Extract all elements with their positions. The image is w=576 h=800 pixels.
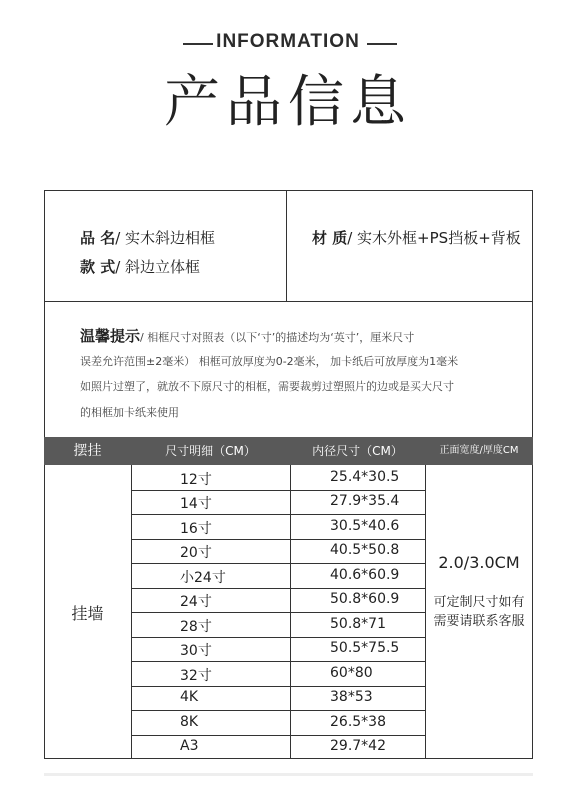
mount-cell: 挂墙 xyxy=(71,603,104,623)
table-row-divider xyxy=(131,612,425,613)
table-row-divider xyxy=(131,514,425,515)
table-row-divider xyxy=(131,686,425,687)
row-inner: 50.8*60.9 xyxy=(330,591,400,608)
row-inner: 30.5*40.6 xyxy=(330,517,400,534)
row-inner: 29.7*42 xyxy=(330,738,386,755)
info-style-value: / 斜边立体框 xyxy=(115,258,201,276)
header-width: 正面宽度/厚度CM xyxy=(439,445,519,456)
info-style-row xyxy=(80,256,200,277)
tip-line-4: 的相框加卡纸来使用 xyxy=(80,406,179,419)
row-size: 14寸 xyxy=(180,496,212,513)
row-size: 12寸 xyxy=(180,471,212,488)
row-size: 24寸 xyxy=(180,594,212,611)
table-header xyxy=(44,437,533,465)
row-size: 4K xyxy=(180,689,199,706)
table-row-divider xyxy=(131,710,425,711)
tip-line-3: 如照片过塑了，就放不下原尺寸的相框，需要裁剪过塑照片的边或是买大尺寸 xyxy=(80,380,454,393)
info-name-row xyxy=(80,227,215,248)
info-divider xyxy=(286,190,287,301)
footer-divider xyxy=(44,773,533,776)
row-inner: 40.6*60.9 xyxy=(330,566,400,583)
info-material-row xyxy=(312,227,521,248)
row-inner: 27.9*35.4 xyxy=(330,493,400,510)
tip-line-2: 误差允许范围±2毫米） 相框可放厚度为0-2毫米， 加卡纸后可放厚度为1毫米 xyxy=(80,355,459,368)
row-size: 20寸 xyxy=(180,545,212,562)
row-size: A3 xyxy=(180,738,199,755)
custom-note-2: 需要请联系客服 xyxy=(433,614,525,629)
table-row-divider xyxy=(131,539,425,540)
table-row-divider xyxy=(131,661,425,662)
tip-line-1 xyxy=(80,325,414,346)
info-style-label: 款 式 xyxy=(80,258,116,276)
header-rule-right xyxy=(367,43,397,45)
row-size: 28寸 xyxy=(180,618,212,635)
header-inner: 内径尺寸（CM） xyxy=(312,444,403,458)
row-size: 16寸 xyxy=(180,520,212,537)
custom-note-1: 可定制尺寸如有 xyxy=(433,595,525,610)
tip-title: 温馨提示 xyxy=(80,327,141,345)
row-inner: 50.5*75.5 xyxy=(330,640,400,657)
row-size: 小24寸 xyxy=(180,569,226,586)
row-inner: 60*80 xyxy=(330,664,373,681)
header-mount: 摆挂 xyxy=(73,443,102,459)
row-size: 8K xyxy=(180,713,199,730)
table-row-divider xyxy=(131,588,425,589)
header-title-en: INFORMATION xyxy=(216,31,360,52)
info-name-value: / 实木斜边相框 xyxy=(115,229,216,247)
header-size: 尺寸明细（CM） xyxy=(165,444,256,458)
info-material-value: / 实木外框+PS挡板+背板 xyxy=(347,229,521,247)
tip-text-1: / 相框尺寸对照表（以下‘寸’的描述均为‘英寸’，厘米尺寸 xyxy=(140,331,415,344)
table-row-divider xyxy=(131,637,425,638)
info-material-label: 材 质 xyxy=(312,229,348,247)
table-row-divider xyxy=(131,563,425,564)
row-inner: 50.8*71 xyxy=(330,615,386,632)
table-row-divider xyxy=(131,735,425,736)
header-title-cn: 产品信息 xyxy=(164,70,412,135)
row-inner: 40.5*50.8 xyxy=(330,542,400,559)
info-name-label: 品 名 xyxy=(80,229,116,247)
row-inner: 26.5*38 xyxy=(330,713,386,730)
width-cell xyxy=(425,465,533,759)
table-row-divider xyxy=(131,490,425,491)
row-inner: 38*53 xyxy=(330,689,373,706)
row-size: 32寸 xyxy=(180,667,212,684)
row-inner: 25.4*30.5 xyxy=(330,468,400,485)
page-header xyxy=(0,0,576,190)
row-size: 30寸 xyxy=(180,643,212,660)
width-value: 2.0/3.0CM xyxy=(438,553,520,572)
